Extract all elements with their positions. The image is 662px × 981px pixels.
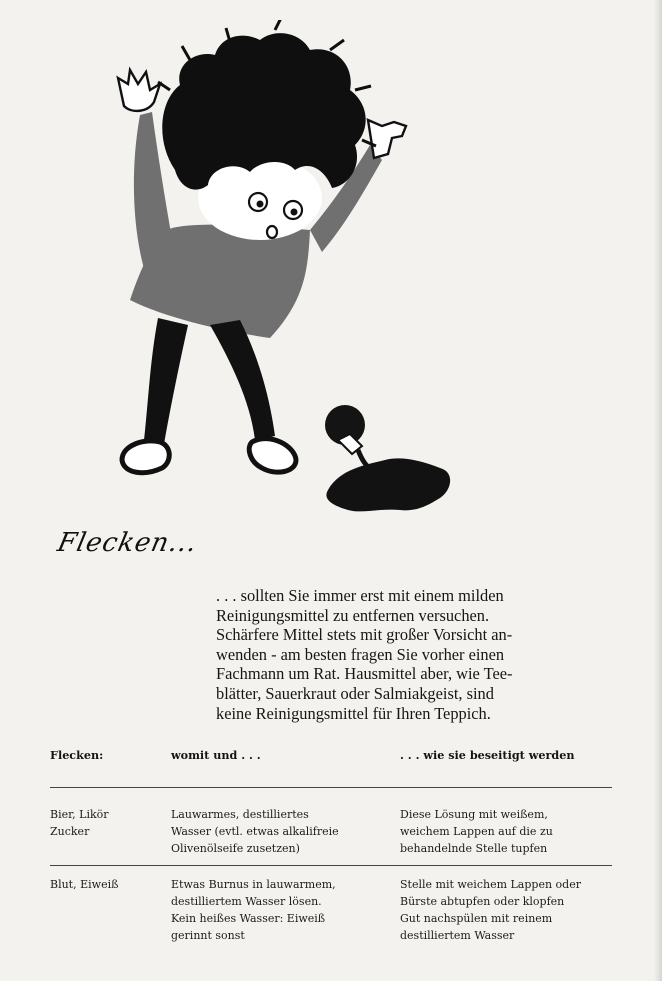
child-with-spilled-ink-illustration xyxy=(100,20,480,530)
cell-line: Etwas Burnus in lauwarmem, xyxy=(171,878,336,891)
intro-line: Schärfere Mittel stets mit großer Vorsicht an- xyxy=(216,625,513,645)
table-cell-stain xyxy=(50,806,109,840)
intro-line: Fachmann um Rat. Hausmittel aber, wie Tee- xyxy=(216,664,513,684)
table-cell-method xyxy=(400,806,553,857)
cell-line: destilliertem Wasser xyxy=(400,929,515,942)
cell-line: Kein heißes Wasser: Eiweiß xyxy=(171,912,326,925)
column-header-method: . . . wie sie beseitigt werden xyxy=(400,748,575,762)
section-heading: Flecken... xyxy=(54,528,201,558)
cell-line: Stelle mit weichem Lappen oder xyxy=(400,878,581,891)
cell-line: Lauwarmes, destilliertes xyxy=(171,808,309,821)
intro-line: blätter, Sauerkraut oder Salmiakgeist, sind xyxy=(216,683,494,703)
right-hand xyxy=(368,120,406,158)
cell-line: behandelnde Stelle tupfen xyxy=(400,842,548,855)
left-hand xyxy=(118,70,160,111)
intro-line: wenden - am besten fragen Sie vorher einen xyxy=(216,644,505,664)
table-divider xyxy=(50,865,612,866)
intro-paragraph xyxy=(216,586,616,723)
cell-line: Diese Lösung mit weißem, xyxy=(400,808,548,821)
table-cell-stain xyxy=(50,876,118,893)
cell-line: Olivenölseife zusetzen) xyxy=(171,842,300,855)
cell-line: Bier, Likör xyxy=(50,808,109,821)
cell-line: gerinnt sonst xyxy=(171,929,245,942)
left-leg xyxy=(144,318,188,444)
cell-line: Gut nachspülen mit reinem xyxy=(400,912,553,925)
ink-puddle xyxy=(326,458,450,511)
intro-line: Reinigungsmittel zu entfernen versuchen. xyxy=(216,605,490,625)
cell-line: destilliertem Wasser lösen. xyxy=(171,895,322,908)
column-header-stain: Flecken: xyxy=(50,748,104,762)
table-cell-agent xyxy=(171,876,336,944)
right-leg xyxy=(210,320,275,440)
page-edge-shadow xyxy=(654,0,662,981)
intro-line: . . . sollten Sie immer erst mit einem milden xyxy=(216,586,504,605)
intro-line: keine Reinigungsmittel für Ihren Teppich. xyxy=(216,703,491,723)
table-cell-method xyxy=(400,876,581,944)
cell-line: weichem Lappen auf die zu xyxy=(400,825,553,838)
column-header-agent: womit und . . . xyxy=(171,748,261,762)
right-shoe xyxy=(249,439,296,473)
sweater xyxy=(130,225,310,338)
cell-line: Zucker xyxy=(50,825,90,838)
cell-line: Bürste abtupfen oder klopfen xyxy=(400,895,565,908)
cell-line: Wasser (evtl. etwas alkalifreie xyxy=(171,825,339,838)
table-cell-agent xyxy=(171,806,339,857)
cell-line: Blut, Eiweiß xyxy=(50,878,119,891)
left-shoe xyxy=(122,441,169,473)
table-divider xyxy=(50,787,612,788)
